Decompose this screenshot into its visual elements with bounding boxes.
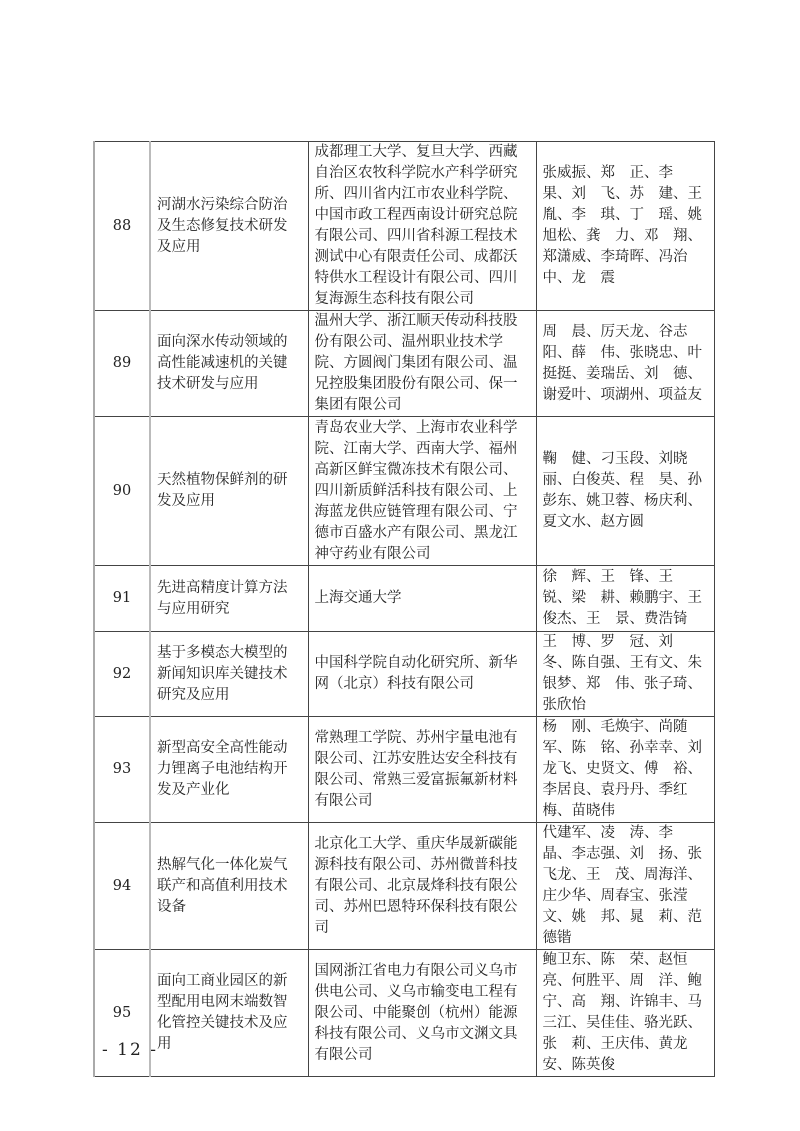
project-title: 天然植物保鲜剂的研发及应用 [150,417,308,566]
project-title: 面向工商业园区的新型配用电网末端数智化管控关键技术及应用 [150,950,308,1077]
contributors: 代建军、凌 涛、李 晶、李志强、刘 扬、张飞龙、王 茂、周海洋、庄少华、周春宝、张滢文、姚 邦、晁 莉、范德锴 [536,823,714,950]
organizations: 上海交通大学 [308,566,536,632]
table-row [94,142,714,311]
project-title: 先进高精度计算方法与应用研究 [150,566,308,632]
row-number: 94 [94,823,150,950]
organizations: 青岛农业大学、上海市农业科学院、江南大学、西南大学、福州高新区鲜宝微冻技术有限公司、四川新质鲜活科技有限公司、上海蓝龙供应链管理有限公司、宁德市百盛水产有限公司、黑龙江神守药业有限公司 [308,417,536,566]
row-number: 91 [94,566,150,632]
row-number: 89 [94,311,150,417]
table-row [94,823,714,950]
organizations: 温州大学、浙江顺天传动科技股份有限公司、温州职业技术学院、方圆阀门集团有限公司、温兄控股集团股份有限公司、保一集团有限公司 [308,311,536,417]
row-number: 93 [94,717,150,823]
contributors: 张威振、郑 正、李 果、刘 飞、苏 建、王 胤、李 琪、丁 瑶、姚旭松、龚 力、邓 翔、郑潇威、李琦晖、冯治中、龙 震 [536,142,714,311]
table-row [94,417,714,566]
award-table [93,141,715,1077]
organizations: 常熟理工学院、苏州宇量电池有限公司、江苏安胜达安全科技有限公司、常熟三爱富振氟新材料有限公司 [308,717,536,823]
contributors: 杨 刚、毛焕宇、尚随军、陈 铭、孙幸幸、刘龙飞、史贤文、傅 裕、李居良、袁丹丹、季红梅、苗晓伟 [536,717,714,823]
row-number: 92 [94,632,150,717]
table-row [94,311,714,417]
project-title: 河湖水污染综合防治及生态修复技术研发及应用 [150,142,308,311]
page-number: - 12 - [102,1040,158,1060]
contributors: 徐 辉、王 锋、王 锐、梁 耕、赖鹏宇、王俊杰、王 景、费浩锜 [536,566,714,632]
contributors: 王 博、罗 冠、刘 冬、陈自强、王有文、朱银梦、郑 伟、张子琦、张欣怡 [536,632,714,717]
row-number: 88 [94,142,150,311]
contributors: 周 晨、厉天龙、谷志阳、薛 伟、张晓忠、叶挺挺、姜瑞岳、刘 德、谢爱叶、项湖州、项益友 [536,311,714,417]
table-row [94,632,714,717]
contributors: 鞠 健、刁玉段、刘晓丽、白俊英、程 昊、孙彭东、姚卫蓉、杨庆利、夏文水、赵方圆 [536,417,714,566]
organizations: 北京化工大学、重庆华晟新碳能源科技有限公司、苏州微普科技有限公司、北京晟烽科技有限公司、苏州巴恩特环保科技有限公司 [308,823,536,950]
organizations: 成都理工大学、复旦大学、西藏自治区农牧科学院水产科学研究所、四川省内江市农业科学院、中国市政工程西南设计研究总院有限公司、四川省科源工程技术测试中心有限责任公司、成都沃特供水工程设计有限公司、四川复海源生态科技有限公司 [308,142,536,311]
project-title: 基于多模态大模型的新闻知识库关键技术研究及应用 [150,632,308,717]
table-row [94,717,714,823]
contributors: 鲍卫东、陈 荣、赵恒亮、何胜平、周 洋、鲍 宁、高 翔、许锦丰、马三江、吴佳佳、骆光跃、张 莉、王庆伟、黄龙安、陈英俊 [536,950,714,1077]
organizations: 国网浙江省电力有限公司义乌市供电公司、义乌市输变电工程有限公司、中能聚创（杭州）能源科技有限公司、义乌市文渊文具有限公司 [308,950,536,1077]
project-title: 面向深水传动领域的高性能减速机的关键技术研发与应用 [150,311,308,417]
table-row [94,566,714,632]
organizations: 中国科学院自动化研究所、新华网（北京）科技有限公司 [308,632,536,717]
project-title: 热解气化一体化炭气联产和高值利用技术设备 [150,823,308,950]
project-title: 新型高安全高性能动力锂离子电池结构开发及产业化 [150,717,308,823]
row-number: 90 [94,417,150,566]
row-number: 95 [94,950,150,1077]
